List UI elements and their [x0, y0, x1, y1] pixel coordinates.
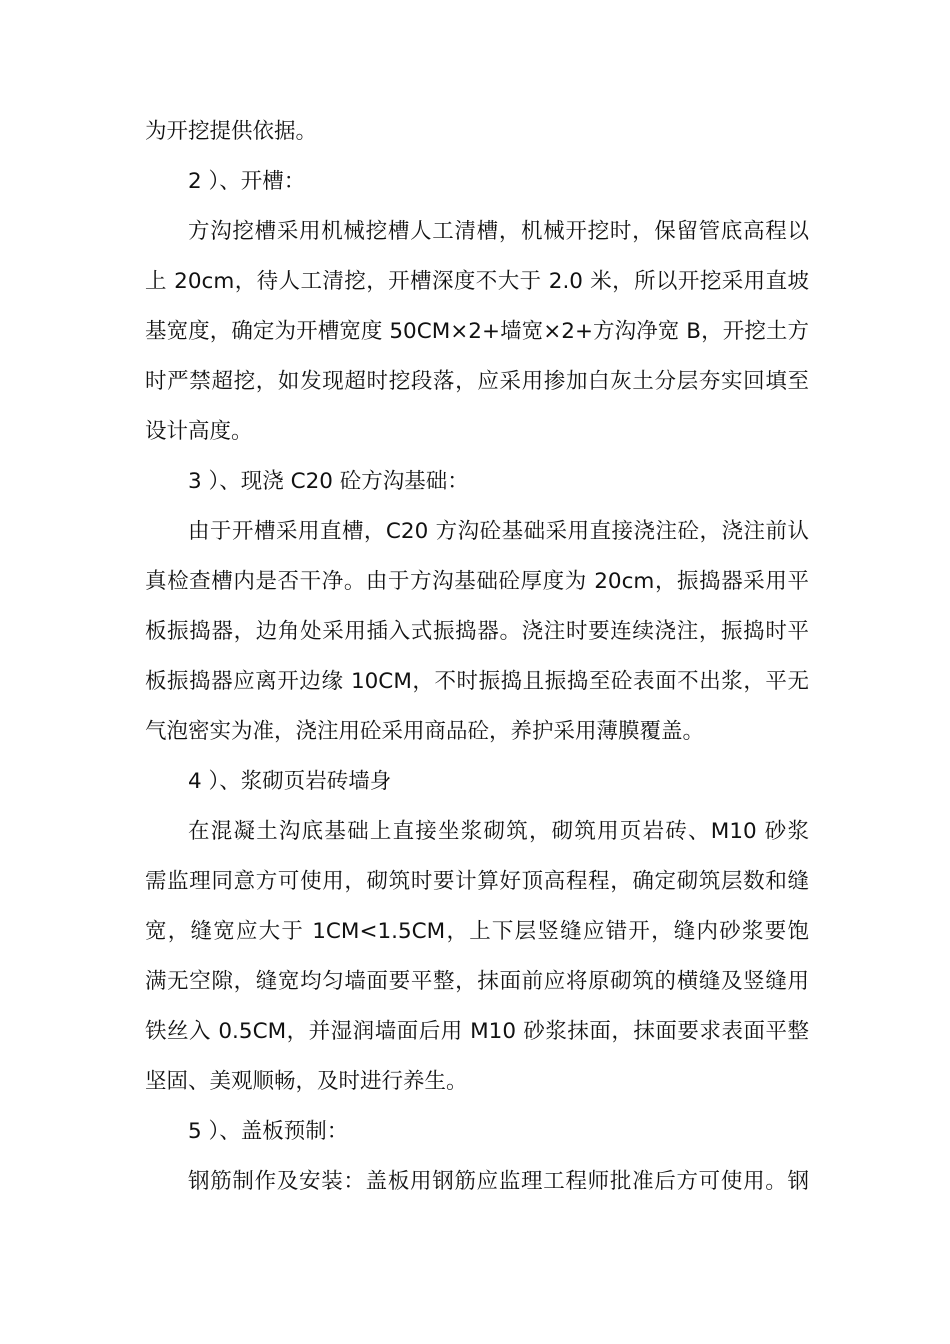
- body-text-line: 由于开槽采用直槽，C20 方沟砼基础采用直接浇注砼，浇注前认: [188, 519, 809, 544]
- body-text-line: 坚固、美观顺畅，及时进行养生。: [145, 1069, 468, 1094]
- body-text-line: 在混凝土沟底基础上直接坐浆砌筑，砌筑用页岩砖、M10 砂浆: [188, 819, 809, 844]
- body-text-line: 满无空隙，缝宽均匀墙面要平整，抹面前应将原砌筑的横缝及竖缝用: [145, 969, 809, 994]
- body-text-line: 时严禁超挖，如发现超时挖段落，应采用掺加白灰土分层夯实回填至: [145, 369, 809, 394]
- body-text-line: 需监理同意方可使用，砌筑时要计算好顶高程程，确定砌筑层数和缝: [145, 869, 809, 894]
- body-text-line: 板振捣器应离开边缘 10CM，不时振捣且振捣至砼表面不出浆，平无: [145, 669, 809, 694]
- body-text-line: 设计高度。: [145, 419, 253, 444]
- body-text-line: 板振捣器，边角处采用插入式振捣器。浇注时要连续浇注，振捣时平: [145, 619, 809, 644]
- body-text-line: 气泡密实为准，浇注用砼采用商品砼，养护采用薄膜覆盖。: [145, 719, 705, 744]
- section-heading: 3 ）、现浇 C20 砼方沟基础：: [188, 469, 469, 494]
- body-text-line: 铁丝入 0.5CM，并湿润墙面后用 M10 砂浆抹面，抹面要求表面平整: [145, 1019, 809, 1044]
- body-text-line: 为开挖提供依据。: [145, 119, 318, 144]
- section-heading: 5 ）、盖板预制：: [188, 1119, 349, 1144]
- section-heading: 2 ）、开槽：: [188, 169, 306, 194]
- body-text-line: 方沟挖槽采用机械挖槽人工清槽，机械开挖时，保留管底高程以: [188, 219, 809, 244]
- body-text-line: 真检查槽内是否干净。由于方沟基础砼厚度为 20cm，振捣器采用平: [145, 569, 809, 594]
- section-heading: 4 ）、浆砌页岩砖墙身: [188, 769, 392, 794]
- body-text-line: 上 20cm，待人工清挖，开槽深度不大于 2.0 米，所以开挖采用直坡: [145, 269, 809, 294]
- body-text-line: 基宽度，确定为开槽宽度 50CM×2+墙宽×2+方沟净宽 B，开挖土方: [145, 319, 809, 344]
- body-text-line: 钢筋制作及安装：盖板用钢筋应监理工程师批准后方可使用。钢: [188, 1169, 809, 1194]
- body-text-line: 宽，缝宽应大于 1CM<1.5CM，上下层竖缝应错开，缝内砂浆要饱: [145, 919, 809, 944]
